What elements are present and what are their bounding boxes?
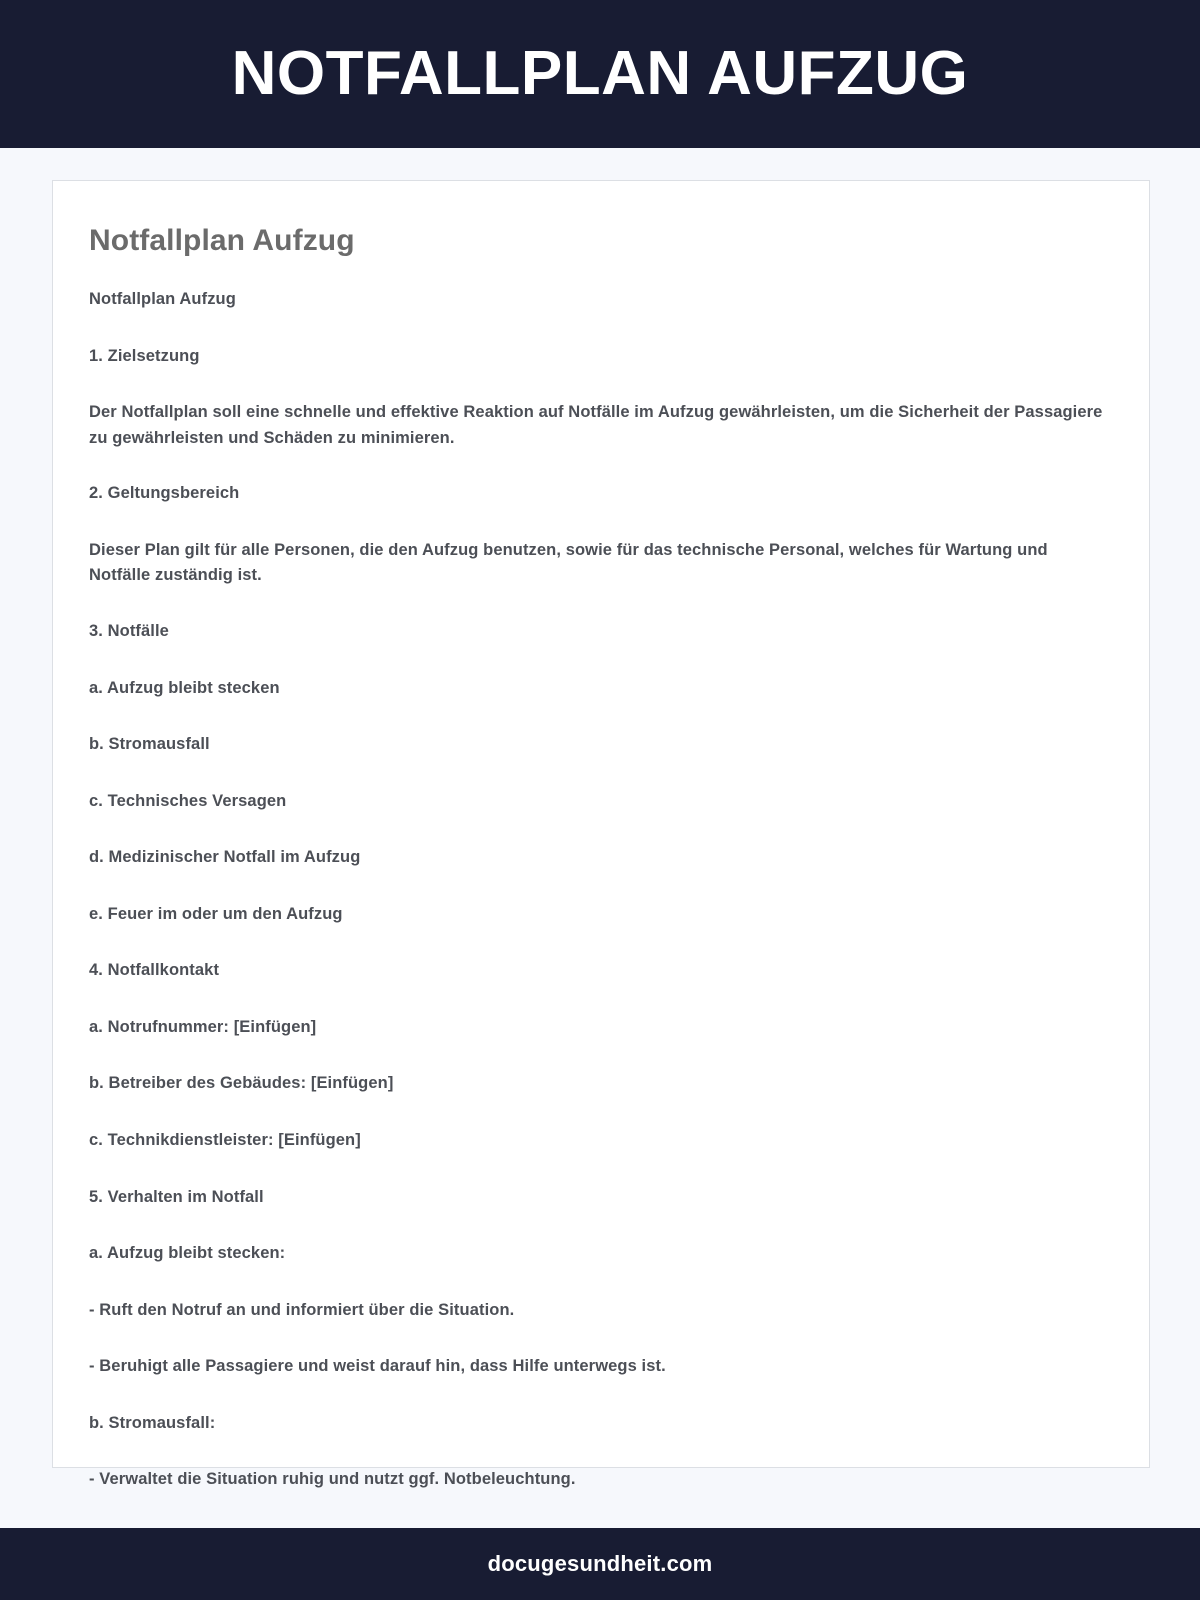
document-line-item: a. Aufzug bleibt stecken [89, 678, 280, 697]
page-footer [0, 1528, 1200, 1600]
document-line-item: b. Stromausfall: [89, 1413, 216, 1432]
document-line-bullet: - Ruft den Notruf an und informiert über die Situation. [89, 1300, 515, 1319]
document-card [52, 180, 1150, 1489]
document-line-item: b. Betreiber des Gebäudes: [Einfügen] [89, 1074, 394, 1093]
document-line-paragraph: Dieser Plan gilt für alle Personen, die den Aufzug benutzen, sowie für das technische Personal, welches für Wartung und Notfälle zuständig ist. [89, 540, 1048, 585]
document-line-lead: Notfallplan Aufzug [89, 290, 236, 308]
page-banner [0, 0, 1200, 148]
document-line-item: b. Stromausfall [89, 735, 210, 754]
document-line-item: e. Feuer im oder um den Aufzug [89, 904, 343, 923]
document-line-item: c. Technisches Versagen [89, 791, 287, 810]
document-line-bullet: - Beruhigt alle Passagiere und weist darauf hin, dass Hilfe unterwegs ist. [89, 1357, 666, 1376]
content-area [0, 148, 1200, 1528]
document-body [89, 287, 1103, 1493]
document-title: Notfallplan Aufzug [89, 224, 355, 257]
document-line-section: 1. Zielsetzung [89, 346, 200, 365]
document-line-item: c. Technikdienstleister: [Einfügen] [89, 1131, 361, 1149]
document-line-section: 5. Verhalten im Notfall [89, 1187, 264, 1206]
document-line-item: d. Medizinischer Notfall im Aufzug [89, 848, 361, 867]
footer-site-label: docugesundheit.com [487, 1551, 713, 1576]
document-line-section: 4. Notfallkontakt [89, 961, 220, 980]
document-line-section: 2. Geltungsbereich [89, 484, 240, 503]
document-line-section: 3. Notfälle [89, 621, 169, 640]
document-line-item: a. Notrufnummer: [Einfügen] [89, 1017, 317, 1036]
banner-title: NOTFALLPLAN AUFZUG [231, 39, 969, 108]
document-line-bullet: - Verwaltet die Situation ruhig und nutzt ggf. Notbeleuchtung. [89, 1470, 576, 1489]
document-line-item: a. Aufzug bleibt stecken: [89, 1244, 286, 1263]
document-line-paragraph: Der Notfallplan soll eine schnelle und effektive Reaktion auf Notfälle im Aufzug gewährleisten, um die Sicherheit der Passagiere zu gewährleisten und Schäden zu minimieren. [89, 403, 1103, 447]
